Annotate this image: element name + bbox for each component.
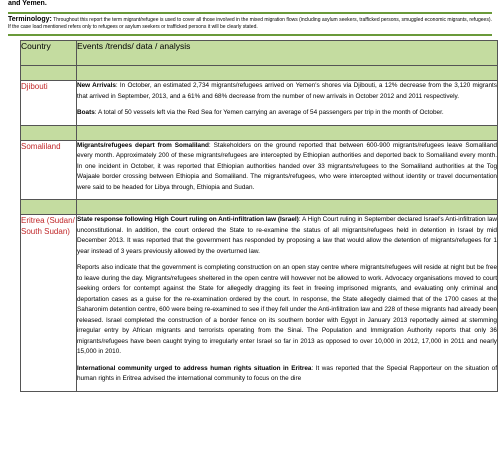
paragraph [77, 215, 497, 257]
row-content [77, 140, 498, 200]
terminology-text: Throughout this report the term migrant/refugee is used to cover all those involved in the mixed migration flows (including asylum seekers, trafficked persons, smuggled economic migrants, refugees). If the case load mentioned refers only to refugees or asylum seekers or trafficked persons it will be clearly stated. [8, 17, 492, 30]
row-content [77, 81, 498, 126]
paragraph-text: : A High Court ruling in September declared Israel's Anti-infiltration law unconstitutional. In addition, the court ordered the State to re-examine the status of all migrants/refugees held in detention in Israel by mid December 2013. It was reported that the government has responded by proposing a law that would allow the detention of migrants/refugees for 1 year instead of 3 years previously allowed by the overturned law. [77, 216, 497, 255]
table-row [21, 81, 498, 126]
separator-row [21, 125, 498, 140]
paragraph-lead: Boats [77, 109, 95, 116]
paragraph [77, 108, 497, 119]
events-table [20, 40, 498, 392]
terminology-label: Terminology: [8, 16, 52, 23]
country-somaliland: Somaliland [21, 140, 77, 200]
paragraph-text: : In October, an estimated 2,734 migrants/refugees arrived on Yemen's shores via Djibouti, a 12% decrease from the 3,120 migrants that arrived in September, 2013, and a 61% and 68% decrease from the number of new arrivals in October 2012 and 2011 respectively. [77, 82, 497, 100]
paragraph [77, 81, 497, 102]
table-header-row [21, 41, 498, 66]
paragraph-text: : A total of 50 vessels left via the Red Sea for Yemen carrying an average of 54 passengers per trip in the month of October. [94, 109, 444, 116]
top-rule [8, 12, 492, 14]
row-content [77, 215, 498, 392]
paragraph-text: Reports also indicate that the government is completing construction on an open stay centre where migrants/refugees will reside at night but be free to leave during the day. Migrants/refugees sheltered in the open centre will however not be allowed to work. Advocacy organisations moved to court seeking orders for contempt against the State for allegedly dragging its feet in freeing imprisoned migrants, and evaluating only criminal and deportation cases as a guise for the re-examination ordered by the court. In response, the State allegedly claimed that of the 1700 cases at the Saharonim detention centre, 600 were being re-examined to see if they fell under the Anti-infiltration law and 228 of these migrants had already been released. Israel completed the construction of a border fence on its southern border with Egypt in January 2013 reportedly aimed at stemming irregular entry by African migrants and terrorists operating from the Sinai. The Population and Immigration Authority reports that only 36 migrants/refugees have been caught trying to irregularly enter Israel so far in 2013 as opposed to over 10,000 in 2012, 17,000 in 2011 and nearly 15,000 in 2010. [77, 264, 497, 355]
paragraph [77, 141, 497, 194]
separator-row [21, 66, 498, 81]
paragraph-lead: International community urged to address human rights situation in Eritrea [77, 364, 312, 372]
table-row [21, 140, 498, 200]
paragraph-text: : Stakeholders on the ground reported that between 600-900 migrants/refugees leave Somaliland every month. Approximately 200 of these migrants/refugees are intercepted by Ethiopian authorities and deported back to Somaliland every month. In one incident in October, it was reported that Ethiopian authorities handed over 33 migrants/refugees to the Somaliland authorities at the Tog Wajaale border crossing between Ethiopia and Somaliland. The migrants/refugees, who were intercepted without identity or travel documentation were said to be headed for Libya through, Ethiopia and Sudan. [77, 141, 497, 191]
paragraph-lead: Migrants/refugees depart from Somaliland [77, 141, 209, 149]
top-fragment: and Yemen. [8, 0, 47, 7]
paragraph-lead: New Arrivals [77, 82, 116, 89]
country-eritrea: Eritrea (Sudan/ South Sudan) [21, 215, 77, 392]
country-djibouti: Djibouti [21, 81, 77, 126]
table-row [21, 215, 498, 392]
header-events: Events /trends/ data / analysis [77, 41, 498, 66]
paragraph-text: : It was reported that the Special Rapporteur on the situation of human rights in Eritrea advised the international community to focus on the dire [77, 364, 498, 382]
separator-row [21, 200, 498, 215]
paragraph [77, 364, 497, 385]
header-country: Country [21, 41, 77, 66]
paragraph-lead: State response following High Court ruling on Anti-infiltration law (Israel) [77, 216, 299, 223]
terminology-note [8, 16, 492, 31]
paragraph [77, 263, 497, 358]
terminology-rule [8, 34, 492, 36]
